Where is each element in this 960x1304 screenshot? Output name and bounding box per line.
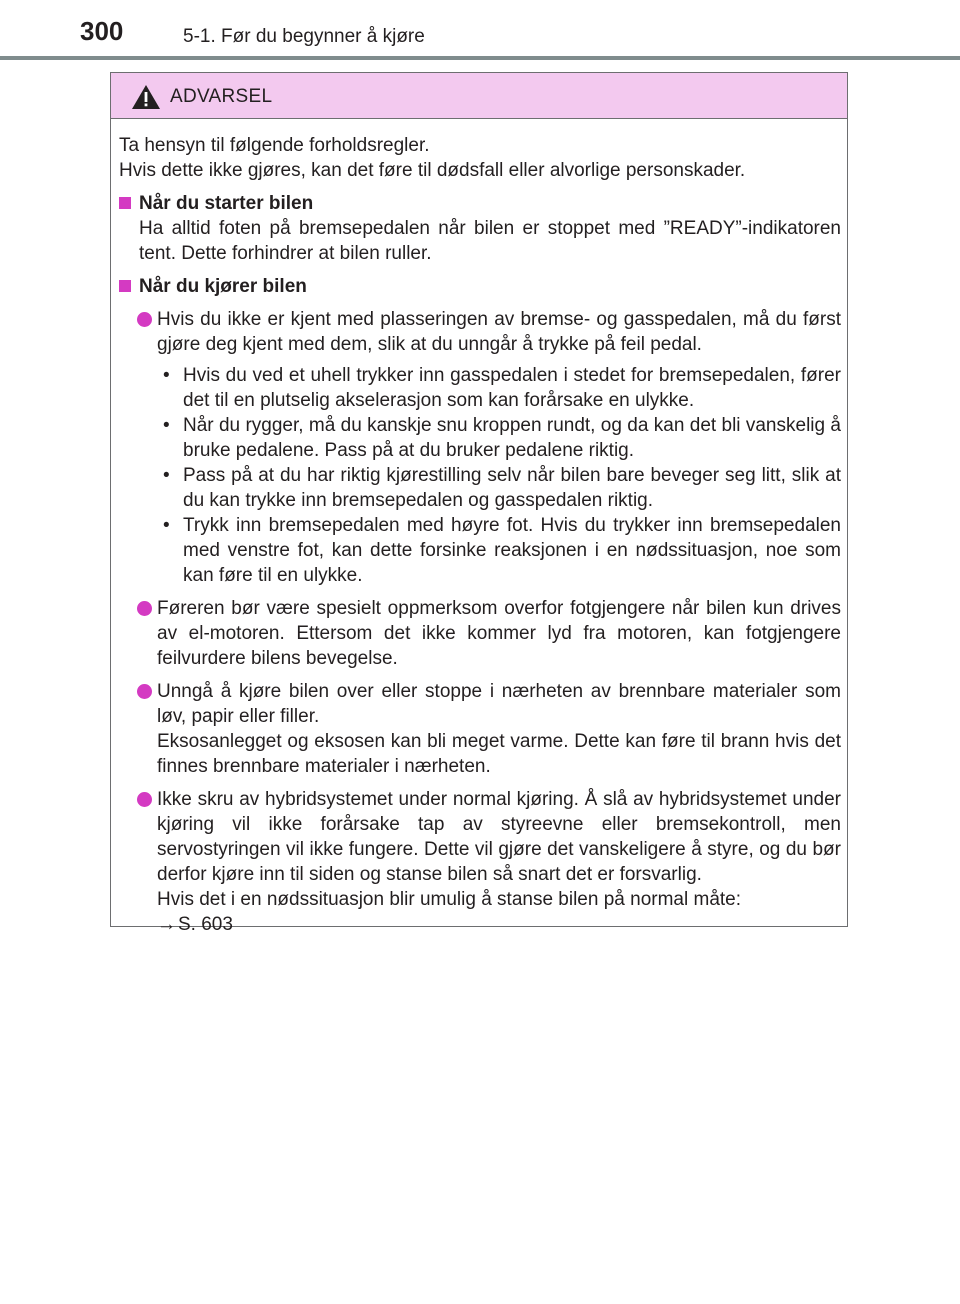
warning-content — [119, 133, 841, 937]
section-heading-text: Når du kjører bilen — [139, 276, 307, 297]
page-ref-text: S. 603 — [178, 914, 233, 935]
round-bullet-icon — [137, 684, 152, 699]
list-item — [119, 596, 841, 671]
page-reference — [157, 912, 841, 937]
section-heading-text: Når du starter bilen — [139, 193, 314, 214]
intro-line: Ta hensyn til følgende forholdsregler. — [119, 135, 430, 156]
sub-list-item — [119, 413, 841, 463]
section-heading — [119, 274, 841, 299]
round-bullet-icon — [137, 601, 152, 616]
warning-box — [110, 72, 848, 935]
list-item — [119, 307, 841, 588]
square-bullet-icon — [119, 280, 131, 292]
section-title: 5-1. Før du begynner å kjøre — [183, 26, 425, 47]
intro-line: Hvis dette ikke gjøres, kan det føre til dødsfall eller alvorlige personskader. — [119, 160, 746, 181]
sub-list-item — [119, 363, 841, 413]
sub-list — [157, 363, 841, 588]
header-rule — [0, 56, 960, 60]
bullet-text: Føreren bør være spesielt oppmerksom overfor fotgjengere når bilen kun drives av el-motoren. Ettersom det ikke kommer lyd fra motoren, kan fotgjengere feilvurdere bilens bevegelse. — [157, 598, 841, 669]
section-text: Ha alltid foten på bremsepedalen når bilen er stoppet med ”READY”-indikatoren tent. Dette forhindrer at bilen ruller. — [139, 218, 841, 264]
list-item — [119, 787, 841, 937]
sub-item-text: Hvis du ved et uhell trykker inn gasspedalen i stedet for bremsepedalen, fører det til en plutselig akselerasjon som kan forårsake en ulykke. — [183, 365, 841, 411]
square-bullet-icon — [119, 197, 131, 209]
page-number: 300 — [80, 16, 124, 46]
section-heading — [119, 191, 841, 216]
warning-label: ADVARSEL — [170, 86, 273, 107]
bullet-text: Ikke skru av hybridsystemet under normal kjøring. Å slå av hybridsystemet under kjøring vil ikke forårsake tap av styreevne eller bremsekontroll, men servostyringen vil ikke fungere. Dette vil gjøre det vanskeligere å styre, og du bør derfor kjøre inn til siden og stanse bilen så snart det er forsvarlig. — [157, 789, 841, 885]
sub-bullet: • — [163, 365, 170, 386]
sub-bullet: • — [163, 415, 170, 436]
bullet-text: Hvis du ikke er kjent med plasseringen av bremse- og gasspedalen, må du først gjøre deg kjent med dem, slik at du unngår å trykke på feil pedal. — [157, 309, 841, 355]
sub-list-item — [119, 463, 841, 513]
sub-bullet: • — [163, 465, 170, 486]
round-bullet-icon — [137, 312, 152, 327]
sub-item-text: Trykk inn bremsepedalen med høyre fot. Hvis du trykker inn bremsepedalen med venstre fot, kan dette forsinke reaksjonen i en nødssituasjon, noe som kan føre til en ulykke. — [183, 515, 841, 586]
bullet-text: Eksosanlegget og eksosen kan bli meget varme. Dette kan føre til brann hvis det finnes brennbare materialer i nærheten. — [157, 731, 841, 777]
bullet-text: Unngå å kjøre bilen over eller stoppe i nærheten av brennbare materialer som løv, papir eller filler. — [157, 681, 841, 727]
bullet-text: Hvis det i en nødssituasjon blir umulig å stanse bilen på normal måte: — [157, 889, 742, 910]
warning-triangle-icon — [131, 84, 161, 110]
list-item — [119, 679, 841, 779]
page-header — [0, 0, 960, 62]
sub-item-text: Når du rygger, må du kanskje snu kroppen rundt, og da kan det bli vanskelig å bruke pedalene. Pass på at du bruker pedalene riktig. — [183, 415, 841, 461]
sub-item-text: Pass på at du har riktig kjørestilling selv når bilen bare beveger seg litt, slik at du kan trykke inn bremsepedalen og gasspedalen riktig. — [183, 465, 841, 511]
sub-list-item — [119, 513, 841, 588]
warning-intro — [119, 133, 841, 183]
arrow-right-icon: → — [157, 914, 176, 935]
sub-bullet: • — [163, 515, 170, 536]
round-bullet-icon — [137, 792, 152, 807]
warning-header — [111, 73, 847, 119]
